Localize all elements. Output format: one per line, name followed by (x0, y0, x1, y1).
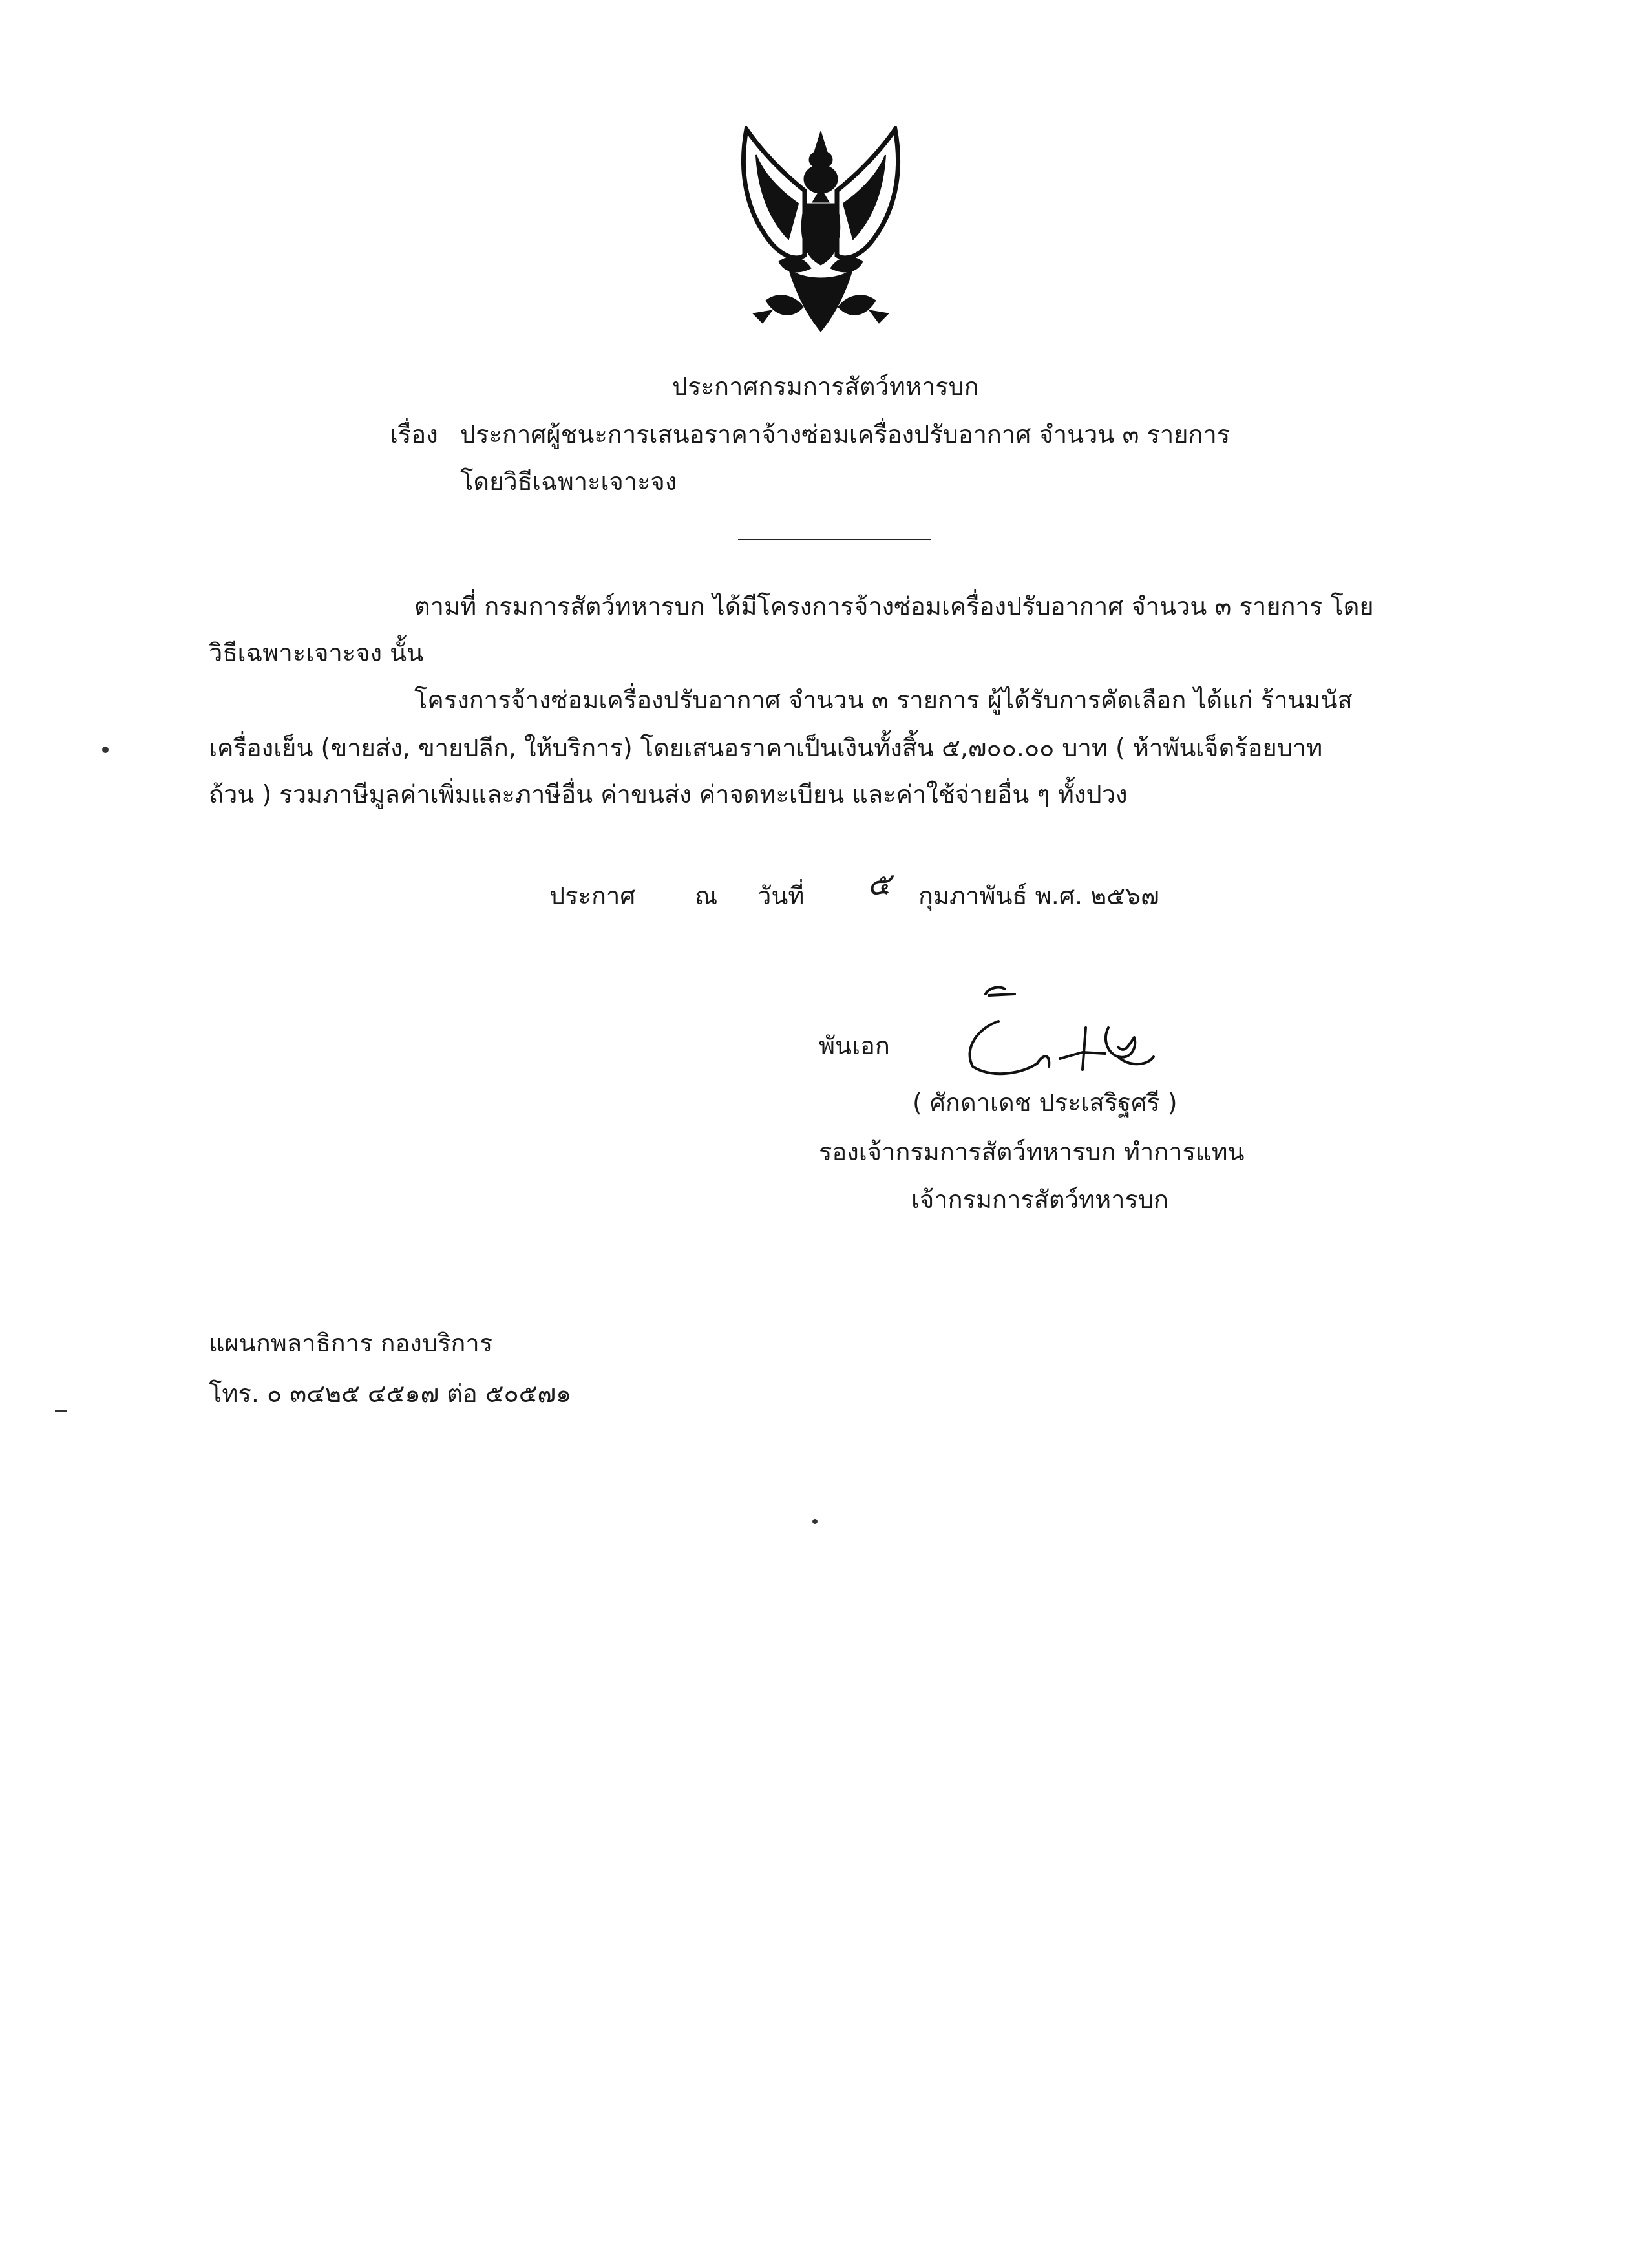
signer-rank: พันเอก (819, 1032, 890, 1060)
paragraph-2-line-2: เครื่องเย็น (ขายส่ง, ขายปลีก, ให้บริการ) โดยเสนอราคาเป็นเงินทั้งสิ้น ๕,๗๐๐.๐๐ บาท ( ห้าพันเจ็ดร้อยบาท (209, 734, 1323, 762)
date-announced-label: ประกาศ (549, 882, 636, 910)
title-divider (738, 539, 931, 540)
date-day-label: วันที่ (757, 882, 805, 910)
scan-speck (812, 1519, 818, 1524)
garuda-emblem-icon (727, 126, 914, 339)
announcement-title: ประกาศกรมการสัตว์ทหารบก (672, 372, 979, 401)
signer-position-line-2: เจ้ากรมการสัตว์ทหารบก (911, 1185, 1168, 1214)
scan-speck (102, 747, 109, 753)
paragraph-1-line-1: ตามที่ กรมการสัตว์ทหารบก ได้มีโครงการจ้างซ่อมเครื่องปรับอากาศ จำนวน ๓ รายการ โดย (414, 592, 1374, 620)
date-day-handwritten: ๕ (867, 866, 891, 902)
footer-phone: โทร. ๐ ๓๔๒๕ ๔๕๑๗ ต่อ ๕๐๕๗๑ (209, 1379, 572, 1408)
handwritten-signature (953, 976, 1167, 1086)
subject-label: เรื่อง (390, 420, 438, 449)
footer-department: แผนกพลาธิการ กองบริการ (209, 1329, 493, 1357)
date-at-label: ณ (695, 882, 718, 910)
paragraph-1-line-2: วิธีเฉพาะเจาะจง นั้น (209, 639, 424, 667)
signer-position-line-1: รองเจ้ากรมการสัตว์ทหารบก ทำการแทน (819, 1138, 1245, 1166)
paragraph-2-line-1: โครงการจ้างซ่อมเครื่องปรับอากาศ จำนวน ๓ รายการ ผู้ได้รับการคัดเลือก ได้แก่ ร้านมนัส (414, 686, 1353, 714)
signer-name: ( ศักดาเดช ประเสริฐศรี ) (913, 1088, 1178, 1117)
date-month-year: กุมภาพันธ์ พ.ศ. ๒๕๖๗ (918, 882, 1159, 910)
subject-line-1: ประกาศผู้ชนะการเสนอราคาจ้างซ่อมเครื่องปรับอากาศ จำนวน ๓ รายการ (460, 420, 1231, 449)
scan-speck (55, 1410, 67, 1412)
paragraph-2-line-3: ถ้วน ) รวมภาษีมูลค่าเพิ่มและภาษีอื่น ค่าขนส่ง ค่าจดทะเบียน และค่าใช้จ่ายอื่น ๆ ทั้งปวง (209, 780, 1128, 809)
subject-line-2: โดยวิธีเฉพาะเจาะจง (460, 467, 677, 496)
